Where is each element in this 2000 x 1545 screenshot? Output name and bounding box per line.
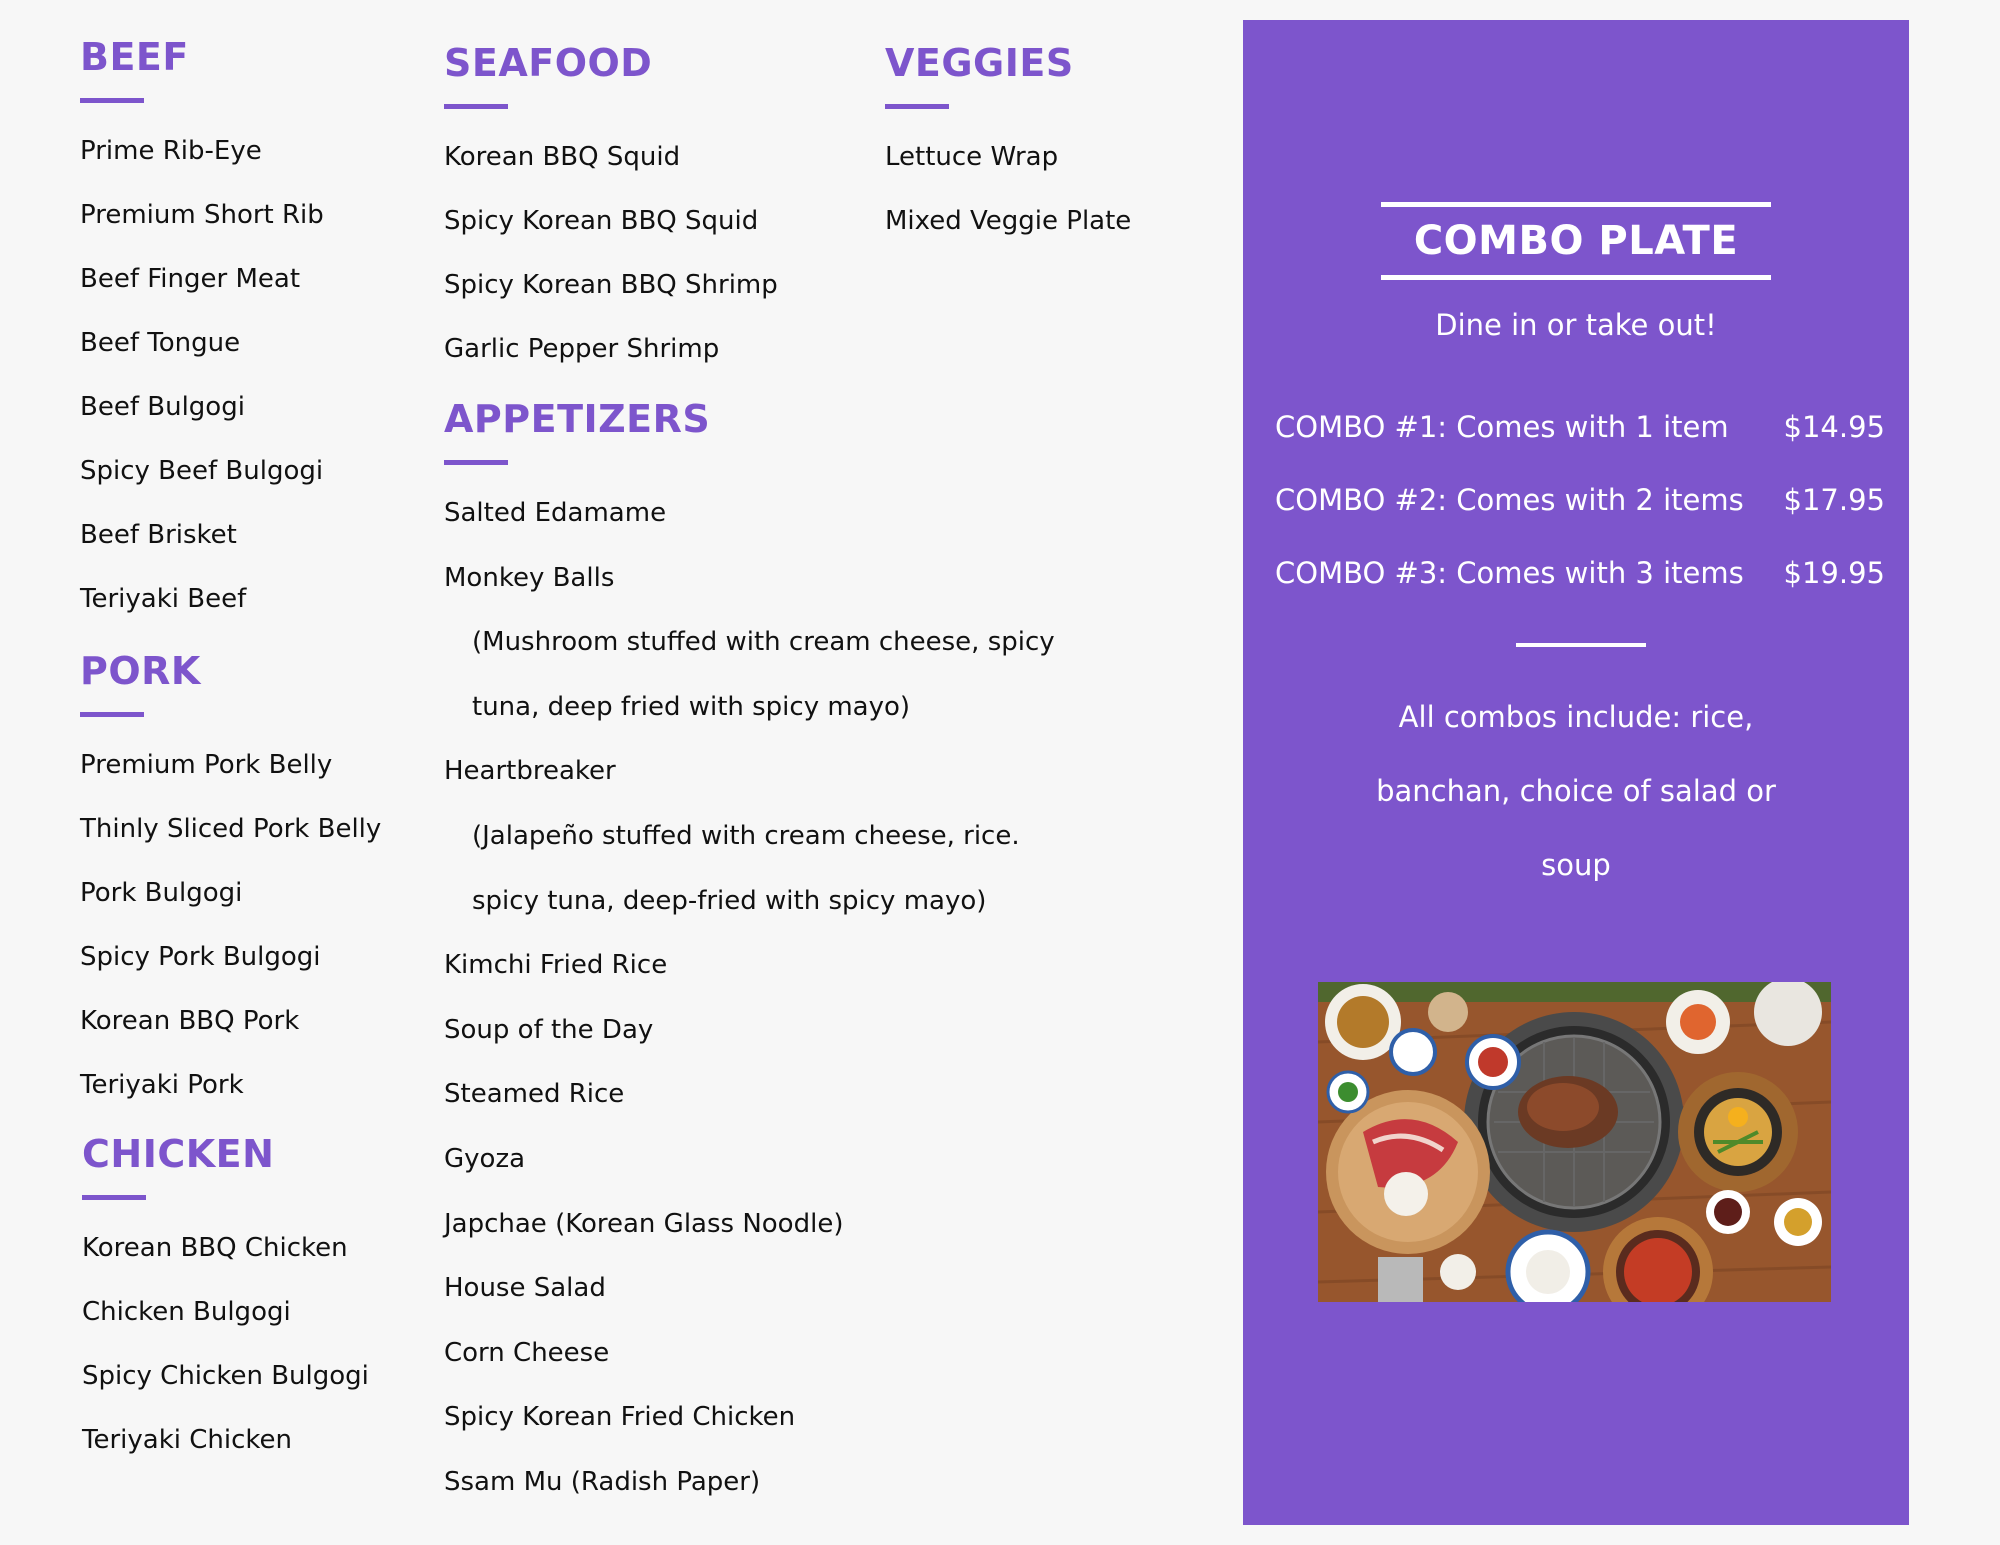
menu-item: Teriyaki Beef: [80, 584, 247, 614]
menu-item: Japchae (Korean Glass Noodle): [444, 1208, 844, 1239]
pork-heading-rule: [80, 712, 144, 717]
combo-subtitle: Dine in or take out!: [1435, 308, 1717, 342]
menu-item: Garlic Pepper Shrimp: [444, 334, 720, 364]
menu-item: House Salad: [444, 1273, 606, 1304]
combo-option-label: COMBO #3: Comes with 3 items: [1275, 556, 1744, 590]
menu-item: Beef Bulgogi: [80, 392, 245, 422]
chicken-heading-rule: [82, 1195, 146, 1200]
veggies-heading-rule: [885, 104, 949, 109]
combo-option: [1275, 398, 1885, 471]
menu-item: Heartbreaker: [444, 756, 616, 787]
appetizers-heading: APPETIZERS: [444, 397, 711, 441]
pork-item-list: [80, 733, 381, 1117]
combo-option: [1275, 544, 1885, 617]
seafood-heading: SEAFOOD: [444, 41, 653, 85]
menu-item: Spicy Pork Bulgogi: [80, 942, 321, 972]
menu-item: Prime Rib-Eye: [80, 136, 262, 166]
beef-heading: BEEF: [80, 35, 189, 79]
combo-note-line: banchan, choice of salad or: [1376, 774, 1776, 808]
menu-item: Salted Edamame: [444, 498, 667, 528]
menu-item: Premium Pork Belly: [80, 750, 333, 780]
combo-options-list: [1275, 398, 1885, 617]
menu-item: Premium Short Rib: [80, 200, 324, 230]
menu-item: Beef Finger Meat: [80, 264, 301, 294]
food-photo-illustration: [1318, 982, 1831, 1302]
menu-item: Ssam Mu (Radish Paper): [444, 1466, 761, 1497]
appetizers-item-list: [444, 481, 1055, 1515]
combo-note-line: All combos include: rice,: [1398, 700, 1754, 734]
beef-section: [80, 35, 324, 631]
korean-bbq-food-photo: [1318, 982, 1831, 1302]
menu-item: Spicy Beef Bulgogi: [80, 456, 324, 486]
menu-item: Soup of the Day: [444, 1014, 654, 1045]
menu-item: Spicy Korean Fried Chicken: [444, 1402, 796, 1433]
beef-heading-rule: [80, 98, 144, 103]
menu-item: Mixed Veggie Plate: [885, 206, 1132, 236]
menu-item: Beef Tongue: [80, 328, 241, 358]
menu-item: Korean BBQ Chicken: [82, 1233, 348, 1263]
combo-note-line: soup: [1541, 848, 1611, 882]
seafood-section: [444, 41, 778, 381]
seafood-heading-rule: [444, 104, 508, 109]
menu-item-description: spicy tuna, deep-fried with spicy mayo): [472, 885, 987, 916]
menu-item: Corn Cheese: [444, 1337, 610, 1368]
combo-option-price: $14.95: [1783, 410, 1885, 444]
seafood-item-list: [444, 125, 778, 381]
veggies-item-list: [885, 125, 1131, 253]
combo-option-price: $17.95: [1783, 483, 1885, 517]
menu-item: Pork Bulgogi: [80, 878, 243, 908]
menu-item: Korean BBQ Squid: [444, 142, 681, 172]
combo-divider: [1516, 643, 1646, 647]
menu-item: Teriyaki Pork: [80, 1070, 244, 1100]
menu-item: Korean BBQ Pork: [80, 1006, 300, 1036]
pork-heading: PORK: [80, 649, 201, 693]
chicken-item-list: [82, 1216, 369, 1472]
menu-item: Steamed Rice: [444, 1079, 625, 1110]
menu-item: Kimchi Fried Rice: [444, 950, 668, 981]
beef-item-list: [80, 119, 324, 631]
combo-includes-note: [1353, 680, 1799, 902]
pork-section: [80, 649, 382, 1117]
menu-item: Monkey Balls: [444, 562, 615, 593]
appetizers-section: [444, 397, 1055, 1515]
menu-item-description: (Jalapeño stuffed with cream cheese, rice.: [472, 820, 1020, 851]
menu-item: Spicy Korean BBQ Squid: [444, 206, 759, 236]
menu-item: Beef Brisket: [80, 520, 237, 550]
menu-item: Spicy Chicken Bulgogi: [82, 1361, 369, 1391]
chicken-heading: CHICKEN: [82, 1132, 275, 1176]
combo-option-price: $19.95: [1783, 556, 1885, 590]
menu-item-description: (Mushroom stuffed with cream cheese, spicy: [472, 627, 1055, 658]
menu-item: Thinly Sliced Pork Belly: [80, 814, 382, 844]
veggies-heading: VEGGIES: [885, 41, 1074, 85]
combo-panel: [1243, 20, 1909, 1525]
combo-option-label: COMBO #2: Comes with 2 items: [1275, 483, 1744, 517]
menu-item: Chicken Bulgogi: [82, 1297, 291, 1327]
combo-option: [1275, 471, 1885, 544]
chicken-section: [82, 1132, 369, 1472]
combo-option-label: COMBO #1: Comes with 1 item: [1275, 410, 1729, 444]
menu-item: Spicy Korean BBQ Shrimp: [444, 270, 778, 300]
menu-item: Teriyaki Chicken: [82, 1425, 292, 1455]
menu-item: Lettuce Wrap: [885, 142, 1059, 172]
combo-title: COMBO PLATE: [1413, 218, 1739, 264]
menu-item-description: tuna, deep fried with spicy mayo): [472, 691, 911, 722]
combo-title-frame: [1381, 202, 1771, 280]
menu-item: Gyoza: [444, 1143, 526, 1174]
appetizers-heading-rule: [444, 460, 508, 465]
veggies-section: [885, 41, 1132, 253]
